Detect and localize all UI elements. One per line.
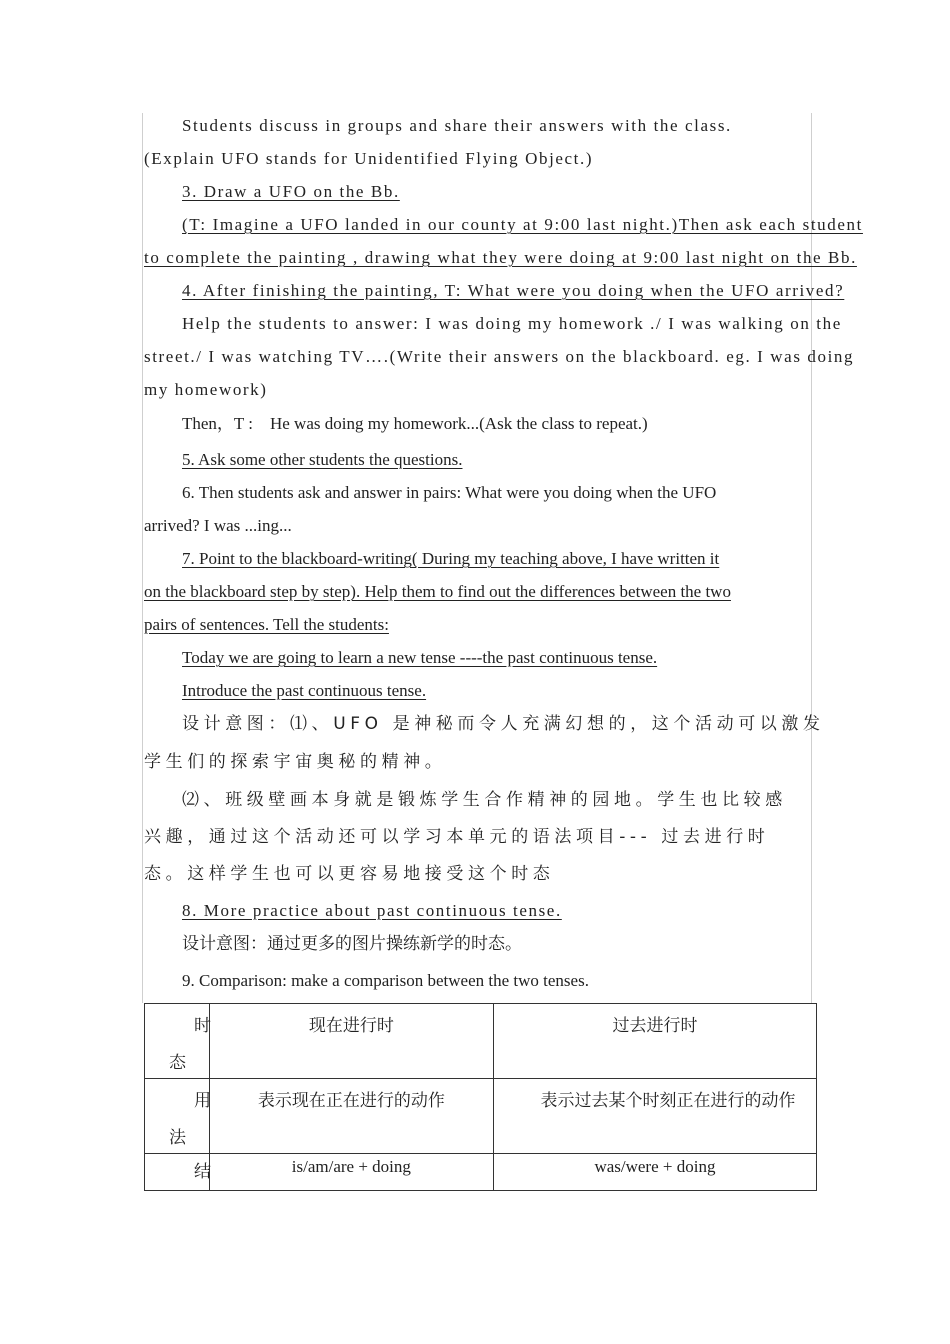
text-line: on the blackboard step by step). Help them to find out the differences between the two [144, 582, 731, 601]
step-heading: 5. Ask some other students the questions. [182, 450, 463, 469]
text-line: my homework) [144, 380, 268, 399]
row-key-cell [145, 1079, 210, 1154]
step-heading: 4. After finishing the painting, T: What were you doing when the UFO arrived? [182, 281, 845, 300]
text-line: Introduce the past continuous tense. [182, 681, 427, 700]
text-line: Students discuss in groups and share their answers with the class. [182, 116, 732, 135]
past-cell [493, 1079, 816, 1154]
row-key-part: 法 [169, 1128, 186, 1148]
step-heading: 7. Point to the blackboard-writing( During my teaching above, I have written it [182, 549, 720, 568]
text-line: (T: Imagine a UFO landed in our county at 9:00 last night.)Then ask each student [182, 215, 863, 234]
step-heading: 6. Then students ask and answer in pairs: What were you doing when the UFO [182, 483, 717, 502]
text-line: Today we are going to learn a new tense ----the past continuous tense. [182, 648, 658, 667]
past-structure: was/were + doing [594, 1157, 716, 1176]
row-key-part: 用 [194, 1091, 211, 1111]
text-line: to complete the painting , drawing what they were doing at 9:00 last night on the Bb. [144, 248, 857, 267]
present-usage: 表示现在正在进行的动作 [257, 1091, 445, 1111]
text-line: arrived? I was ...ing... [144, 516, 292, 535]
design-intent-text: 设计意图：⑴、UFO 是神秘而令人充满幻想的，这个活动可以激发 [182, 714, 825, 734]
present-cell [209, 1154, 493, 1191]
past-tense-header: 过去进行时 [612, 1016, 698, 1036]
tense-comparison-table [144, 1003, 817, 1191]
design-intent-text: 兴趣，通过这个活动还可以学习本单元的语法项目--- 过去进行时 [144, 827, 770, 847]
design-intent-text: 态。这样学生也可以更容易地接受这个时态 [144, 864, 555, 884]
row-key-cell [145, 1154, 210, 1191]
present-cell [209, 1079, 493, 1154]
table-row [145, 1154, 817, 1191]
present-cell [209, 1004, 493, 1079]
design-intent-text: 设计意图：通过更多的图片操练新学的时态。 [182, 934, 522, 954]
table-row [145, 1004, 817, 1079]
step-heading: 9. Comparison: make a comparison between the two tenses. [182, 971, 589, 990]
text-line: (Explain UFO stands for Unidentified Flying Object.) [144, 149, 594, 168]
row-key-part: 态 [169, 1053, 186, 1073]
step-heading: 3. Draw a UFO on the Bb. [182, 182, 400, 201]
text-line: Then，T : He was doing my homework...(Ask the class to repeat.) [182, 414, 648, 433]
design-intent-text: 学生们的探索宇宙奥秘的精神。 [144, 752, 447, 772]
row-key-part: 结 [194, 1162, 211, 1182]
text-line: street./ I was watching TV….(Write their answers on the blackboard. eg. I was doing [144, 347, 855, 366]
text-line: Help the students to answer: I was doing my homework ./ I was walking on the [182, 314, 842, 333]
present-tense-header: 现在进行时 [308, 1016, 394, 1036]
past-cell [493, 1004, 816, 1079]
step-heading: 8. More practice about past continuous tense. [182, 901, 562, 920]
design-intent-text: ⑵、班级壁画本身就是锻炼学生合作精神的园地。学生也比较感 [182, 790, 787, 810]
past-usage: 表示过去某个时刻正在进行的动作 [540, 1091, 796, 1111]
present-structure: is/am/are + doing [291, 1157, 411, 1176]
past-cell [493, 1154, 816, 1191]
text-line: pairs of sentences. Tell the students: [144, 615, 389, 634]
row-key-cell [145, 1004, 210, 1079]
row-key-part: 时 [194, 1016, 211, 1036]
table-row [145, 1079, 817, 1154]
